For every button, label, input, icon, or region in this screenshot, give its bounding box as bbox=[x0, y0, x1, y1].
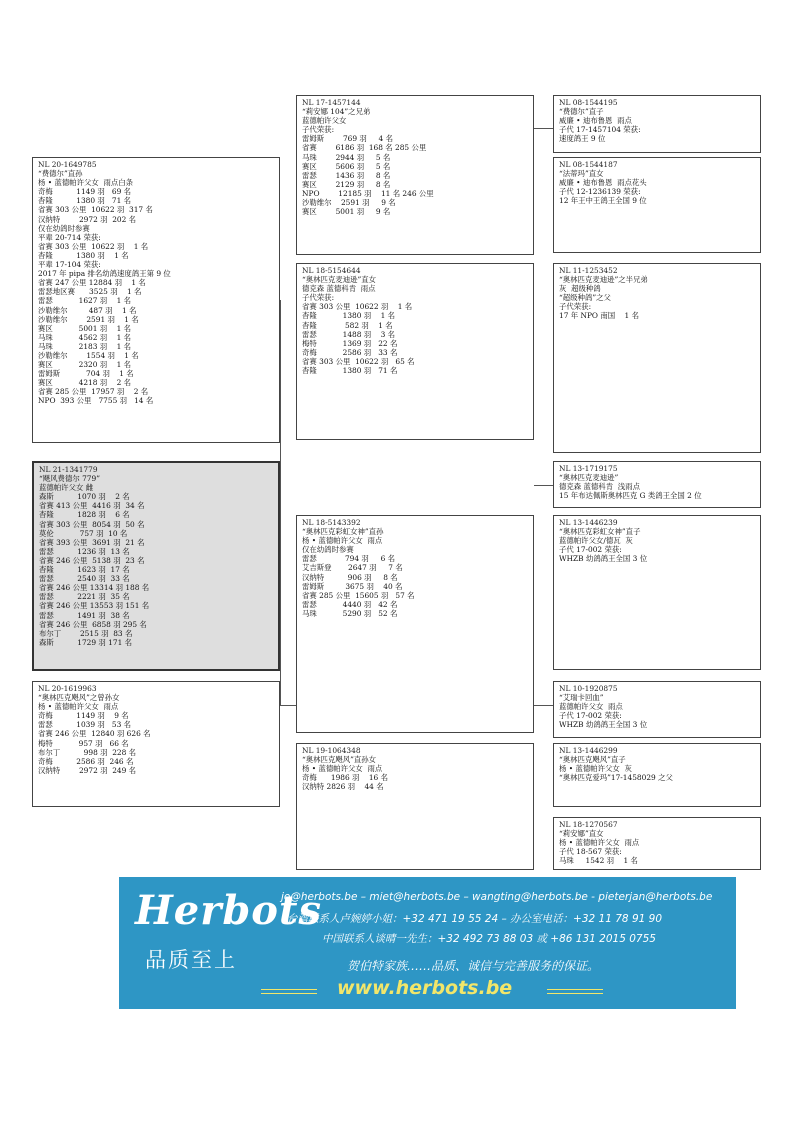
pedigree-line: 省赛 303 公里 10622 羽 1 名 bbox=[302, 302, 413, 312]
pedigree-box-sire-sire-dam bbox=[553, 157, 761, 253]
banner-contact-taiwan: 台湾联系人卢婉婷小姐：+32 471 19 55 24 – 办公室电话：+32 11 78 91 90 bbox=[287, 913, 663, 925]
pedigree-box-sire-dam-sire bbox=[553, 263, 761, 453]
ring-number: NL 13-1719175 bbox=[559, 464, 618, 473]
pedigree-line: 赛区 2320 羽 1 名 bbox=[38, 360, 132, 370]
pedigree-line: 沙勒维尔 487 羽 1 名 bbox=[38, 305, 137, 315]
pedigree-line: WHZB 幼鸽鸽王全国 3 位 bbox=[559, 720, 648, 730]
pedigree-line: 布尔丁 998 羽 228 名 bbox=[38, 747, 137, 757]
pedigree-line: “艾瑞卡回血” bbox=[559, 693, 604, 703]
banner-contact-china: 中国联系人谈晴一先生：+32 492 73 88 03 或 +86 131 2015 0755 bbox=[322, 933, 656, 945]
ring-number: NL 13-1446299 bbox=[559, 746, 618, 755]
pedigree-line: 蓝德帕许父女 bbox=[302, 116, 347, 126]
connector-line bbox=[280, 705, 296, 706]
pedigree-box-dam-dam-dam bbox=[553, 817, 761, 870]
pedigree-line: 灰 超级种鸽 bbox=[559, 284, 601, 294]
pedigree-line: “奥林匹克爱玛”17-1458029 之父 bbox=[559, 773, 673, 783]
pedigree-box-sire-sire-sire bbox=[553, 95, 761, 153]
pedigree-line: 赛区 4218 羽 2 名 bbox=[38, 378, 132, 388]
pedigree-line: “奥林匹克彩虹女神”直孙 bbox=[302, 527, 384, 537]
pedigree-line: 雷瑟 1627 羽 1 名 bbox=[38, 296, 132, 306]
pedigree-line: 杨 • 蓝德帕许父女 雨点 bbox=[302, 536, 383, 546]
pedigree-box-sire-sire bbox=[296, 95, 534, 255]
pedigree-line: 杳隆 1380 羽 71 名 bbox=[38, 196, 132, 206]
pedigree-line: 雷瑟 2540 羽 33 名 bbox=[39, 574, 130, 584]
pedigree-line: 杨 • 蓝德帕许父女 雨点 bbox=[559, 838, 640, 848]
pedigree-line: “奥林匹克彩虹女神”直子 bbox=[559, 527, 641, 537]
pedigree-line: 沙勒维尔 1554 羽 1 名 bbox=[38, 350, 139, 360]
banner-emails[interactable]: jo@herbots.be – miet@herbots.be – wangting@herbots.be - pieterjan@herbots.be bbox=[281, 891, 713, 903]
pedigree-line: 省赛 247 公里 12884 羽 1 名 bbox=[38, 278, 146, 288]
pedigree-line: 省赛 246 公里 12840 羽 626 名 bbox=[38, 729, 151, 739]
pedigree-line: “奥林匹克飓风”直子 bbox=[559, 755, 626, 765]
herbots-logo: Herbots bbox=[135, 887, 322, 934]
pedigree-line: 省赛 303 公里 8054 羽 50 名 bbox=[39, 519, 145, 529]
pedigree-line: WHZB 幼鸽鸽王全国 3 位 bbox=[559, 554, 648, 564]
pedigree-line: 平辈 20-714 荣获: bbox=[38, 232, 101, 242]
pedigree-line: 平辈 17-104 荣获: bbox=[38, 260, 101, 270]
pedigree-line: 雷姆斯 769 羽 4 名 bbox=[302, 134, 394, 144]
pedigree-line: 省赛 246 公里 6858 羽 295 名 bbox=[39, 619, 147, 629]
pedigree-line: 子代荣获: bbox=[559, 302, 592, 312]
pedigree-line: 杳隆 582 羽 1 名 bbox=[302, 320, 393, 330]
pedigree-line: 杨 • 蓝德帕许父女 雨点白条 bbox=[38, 178, 134, 188]
pedigree-line: “法蒂玛”直女 bbox=[559, 169, 604, 179]
pedigree-line: 雷瑟 1436 羽 8 名 bbox=[302, 170, 391, 180]
pedigree-line: 马珠 2944 羽 5 名 bbox=[302, 152, 391, 162]
pedigree-line: 德克森 蓝德科肯 雨点 bbox=[302, 284, 376, 294]
pedigree-line: 森斯 1070 羽 2 名 bbox=[39, 492, 130, 502]
pedigree-line: 奇梅 2586 羽 33 名 bbox=[302, 347, 398, 357]
pedigree-line: 仅在幼鸽时参赛 bbox=[302, 545, 354, 555]
pedigree-line: “奥林匹克麦迪逊”之半兄弟 bbox=[559, 275, 648, 285]
ring-number: NL 20-1649785 bbox=[38, 160, 97, 169]
pedigree-line: 速度鸽王 9 位 bbox=[559, 134, 606, 144]
pedigree-line: 莫伦 757 羽 10 名 bbox=[39, 528, 128, 538]
pedigree-line: 省赛 303 公里 10622 羽 65 名 bbox=[302, 356, 415, 366]
pedigree-box-dam-sire-sire bbox=[553, 515, 761, 670]
pedigree-box-dam bbox=[32, 681, 280, 807]
ring-number: NL 17-1457144 bbox=[302, 98, 361, 107]
pedigree-box-sire-dam-dam bbox=[553, 461, 761, 508]
pedigree-line: 杳隆 1828 羽 6 名 bbox=[39, 510, 130, 520]
pedigree-line: “奥林匹克飓风”直孙女 bbox=[302, 755, 377, 765]
pedigree-line: 雷瑟 2221 羽 35 名 bbox=[39, 592, 130, 602]
ring-number: NL 21-1341779 bbox=[39, 465, 98, 474]
pedigree-line: 威廉 • 迪布鲁恩 雨点花头 bbox=[559, 178, 647, 188]
ring-number: NL 20-1619963 bbox=[38, 684, 97, 693]
banner-divider bbox=[261, 989, 317, 994]
connector-line bbox=[280, 300, 281, 706]
pedigree-box-sire bbox=[32, 157, 280, 443]
pedigree-line: 仅在幼鸽时参赛 bbox=[38, 223, 90, 233]
pedigree-line: 17 年 NPO 南国 1 名 bbox=[559, 311, 639, 321]
pedigree-line: 省赛 6186 羽 168 名 285 公里 bbox=[302, 143, 427, 153]
ring-number: NL 19-1064348 bbox=[302, 746, 361, 755]
pedigree-line: 15 年布达佩斯奥林匹克 G 类鸽王全国 2 位 bbox=[559, 491, 702, 501]
pedigree-line: 子代荣获: bbox=[302, 293, 335, 303]
pedigree-line: 蓝德帕许父女 雌 bbox=[39, 483, 94, 493]
banner-website-link[interactable]: www.herbots.be bbox=[337, 977, 513, 999]
pedigree-line: 雷姆斯 704 羽 1 名 bbox=[38, 369, 134, 379]
pedigree-box-dam-sire-dam bbox=[553, 681, 761, 738]
ring-number: NL 13-1446239 bbox=[559, 518, 618, 527]
pedigree-line: 蓝德帕许父女 雨点 bbox=[559, 702, 623, 712]
pedigree-line: “超级种鸽”之父 bbox=[559, 293, 611, 303]
pedigree-box-dam-sire bbox=[296, 515, 534, 733]
pedigree-line: 奇梅 1986 羽 16 名 bbox=[302, 773, 388, 783]
connector-line bbox=[534, 128, 553, 129]
pedigree-line: 杳隆 1380 羽 1 名 bbox=[38, 250, 129, 260]
pedigree-line: 汉纳特 2826 羽 44 名 bbox=[302, 782, 384, 792]
pedigree-line: 雷瑟 1039 羽 53 名 bbox=[38, 720, 132, 730]
ring-number: NL 18-5154644 bbox=[302, 266, 361, 275]
banner-slogan: 品质至上 bbox=[145, 948, 237, 972]
pedigree-box-sire-dam bbox=[296, 263, 534, 440]
pedigree-line: 马珠 4562 羽 1 名 bbox=[38, 332, 132, 342]
pedigree-line: 艾吉斯登 2647 羽 7 名 bbox=[302, 563, 403, 573]
pedigree-line: “莉安娜 104”之兄弟 bbox=[302, 107, 371, 117]
pedigree-line: 省赛 285 公里 17957 羽 2 名 bbox=[38, 387, 149, 397]
herbots-banner bbox=[119, 877, 736, 1009]
pedigree-line: 沙勒维尔 2591 羽 9 名 bbox=[302, 198, 396, 208]
pedigree-line: 威廉 • 迪布鲁恩 雨点 bbox=[559, 116, 632, 126]
pedigree-line: 奇梅 2586 羽 246 名 bbox=[38, 756, 134, 766]
pedigree-line: 2017 年 pipa 排名幼鸽速度鸽王第 9 位 bbox=[38, 269, 171, 279]
pedigree-box-dam-dam bbox=[296, 743, 534, 870]
pedigree-line: 省赛 246 公里 13553 羽 151 名 bbox=[39, 601, 150, 611]
pedigree-line: 雷瑟 1236 羽 13 名 bbox=[39, 546, 130, 556]
pedigree-line: NPO 12185 羽 11 名 246 公里 bbox=[302, 188, 434, 198]
pedigree-line: 德克森 蓝德科肯 浅雨点 bbox=[559, 482, 640, 492]
pedigree-line: 雷瑟 4440 羽 42 名 bbox=[302, 599, 398, 609]
pedigree-line: 汉纳特 2972 羽 249 名 bbox=[38, 765, 137, 775]
pedigree-line: 布尔丁 2515 羽 83 名 bbox=[39, 628, 133, 638]
pedigree-line: “费德尔”直子 bbox=[559, 107, 604, 117]
pedigree-line: 子代荣获: bbox=[302, 125, 335, 135]
pedigree-line: 雷瑟 1488 羽 3 名 bbox=[302, 329, 396, 339]
pedigree-line: 梅特 1369 羽 22 名 bbox=[302, 338, 398, 348]
pedigree-line: 森斯 1729 羽 171 名 bbox=[39, 637, 133, 647]
pedigree-line: 子代 18-567 荣获: bbox=[559, 847, 622, 857]
pedigree-line: 奇梅 1149 羽 69 名 bbox=[38, 187, 132, 197]
pedigree-line: “奥林匹克麦迪逊” bbox=[559, 473, 619, 483]
connector-line bbox=[534, 705, 553, 706]
ring-number: NL 10-1920875 bbox=[559, 684, 618, 693]
pedigree-line: 雷姆斯 3675 羽 40 名 bbox=[302, 581, 403, 591]
connector-line bbox=[534, 485, 553, 486]
pedigree-line: “奥林匹克飓风”之曾孙女 bbox=[38, 693, 120, 703]
pedigree-line: 杨 • 蓝德帕许父女 雨点 bbox=[38, 702, 119, 712]
pedigree-line: 省赛 285 公里 15605 羽 57 名 bbox=[302, 590, 415, 600]
pedigree-line: “莉安娜”直女 bbox=[559, 829, 604, 839]
pedigree-line: 杨 • 蓝德帕许父女 雨点 bbox=[302, 764, 383, 774]
pedigree-line: 赛区 5001 羽 9 名 bbox=[302, 207, 391, 217]
pedigree-line: “飓风费德尔 779” bbox=[39, 474, 100, 484]
pedigree-line: 12 年王中王鸽王全国 9 位 bbox=[559, 196, 647, 206]
pedigree-line: “费德尔”直孙 bbox=[38, 169, 83, 179]
pedigree-box-dam-dam-sire bbox=[553, 743, 761, 807]
pedigree-line: 省赛 303 公里 10622 羽 1 名 bbox=[38, 241, 149, 251]
banner-divider bbox=[547, 989, 603, 994]
ring-number: NL 18-5143392 bbox=[302, 518, 361, 527]
pedigree-line: 杳隆 1380 羽 1 名 bbox=[302, 311, 396, 321]
pedigree-line: 蓝德帕许父女/德瓦 灰 bbox=[559, 536, 633, 546]
pedigree-line: 赛区 5001 羽 1 名 bbox=[38, 323, 132, 333]
ring-number: NL 08-1544187 bbox=[559, 160, 618, 169]
pedigree-line: 马珠 5290 羽 52 名 bbox=[302, 608, 398, 618]
pedigree-line: “奥林匹克麦迪逊”直女 bbox=[302, 275, 377, 285]
pedigree-line: 赛区 5606 羽 5 名 bbox=[302, 161, 391, 171]
pedigree-line: 奇梅 1149 羽 9 名 bbox=[38, 711, 129, 721]
pedigree-line: 杳隆 1380 羽 71 名 bbox=[302, 366, 398, 376]
pedigree-line: 梅特 957 羽 66 名 bbox=[38, 738, 129, 748]
pedigree-line: 子代 12-1236139 荣获: bbox=[559, 187, 641, 197]
pedigree-line: 汉纳特 2972 羽 202 名 bbox=[38, 214, 137, 224]
pedigree-line: 赛区 2129 羽 8 名 bbox=[302, 179, 391, 189]
pedigree-line: 省赛 413 公里 4416 羽 34 名 bbox=[39, 501, 145, 511]
pedigree-line: 省赛 393 公里 3691 羽 21 名 bbox=[39, 537, 145, 547]
pedigree-line: 省赛 246 公里 5138 羽 23 名 bbox=[39, 555, 145, 565]
ring-number: NL 18-1270567 bbox=[559, 820, 618, 829]
pedigree-box-subject bbox=[32, 461, 280, 671]
pedigree-line: 省赛 246 公里 13314 羽 188 名 bbox=[39, 583, 150, 593]
banner-tagline: 贺伯特家族……品质、诚信与完善服务的保证。 bbox=[347, 959, 600, 973]
pedigree-line: 雷瑟 794 羽 6 名 bbox=[302, 554, 396, 564]
pedigree-line: 子代 17-002 荣获: bbox=[559, 545, 622, 555]
pedigree-line: 马珠 2183 羽 1 名 bbox=[38, 341, 132, 351]
pedigree-line: 雷瑟地区赛 3525 羽 1 名 bbox=[38, 287, 142, 297]
ring-number: NL 11-1253452 bbox=[559, 266, 618, 275]
pedigree-line: 子代 17-1457104 荣获: bbox=[559, 125, 641, 135]
pedigree-line: 子代 17-002 荣获: bbox=[559, 711, 622, 721]
pedigree-line: 马珠 1542 羽 1 名 bbox=[559, 856, 638, 866]
pedigree-line: 雷瑟 1491 羽 38 名 bbox=[39, 610, 130, 620]
pedigree-line: NPO 393 公里 7755 羽 14 名 bbox=[38, 396, 154, 406]
pedigree-line: 杨 • 蓝德帕许父女 灰 bbox=[559, 764, 632, 774]
pedigree-line: 省赛 303 公里 10622 羽 317 名 bbox=[38, 205, 153, 215]
pedigree-line: 沙勒维尔 2591 羽 1 名 bbox=[38, 314, 139, 324]
ring-number: NL 08-1544195 bbox=[559, 98, 618, 107]
pedigree-line: 杳隆 1623 羽 17 名 bbox=[39, 565, 130, 575]
pedigree-line: 汉纳特 906 羽 8 名 bbox=[302, 572, 398, 582]
